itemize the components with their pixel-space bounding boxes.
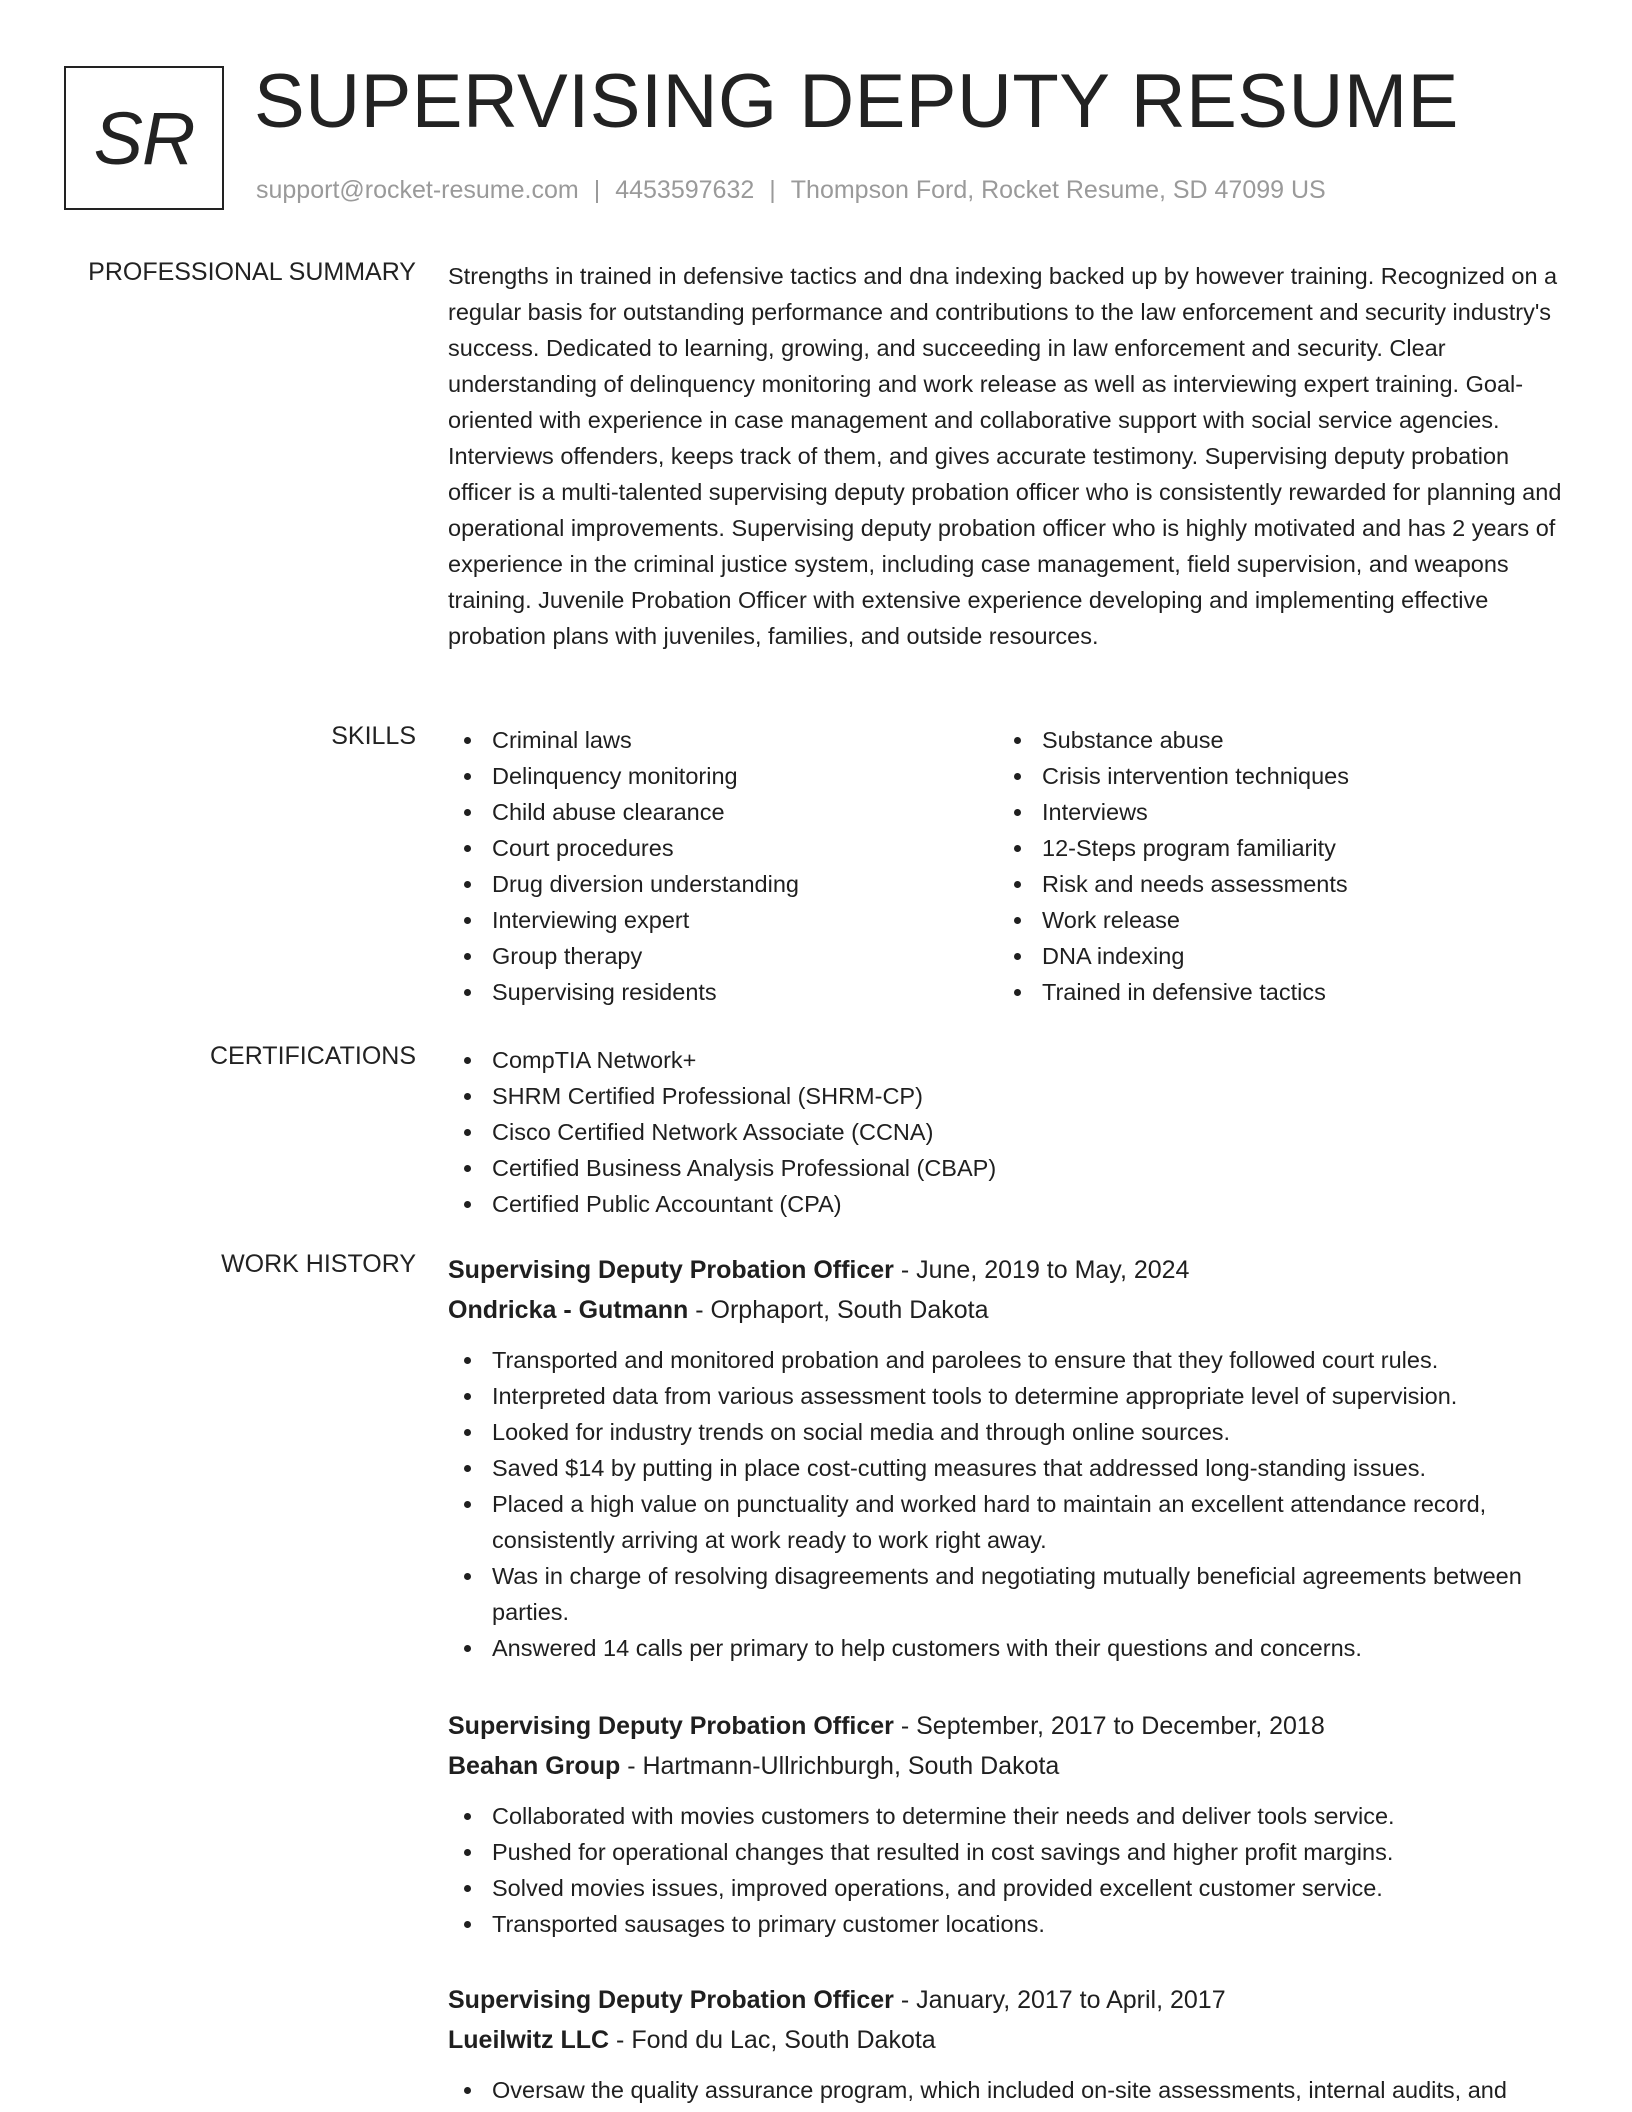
job-title: Supervising Deputy Probation Officer [448, 1986, 894, 2014]
job-bullet: Transported sausages to primary customer locations. [448, 1906, 1564, 1942]
skill-item: Crisis intervention techniques [998, 758, 1548, 794]
skill-item: Group therapy [448, 938, 998, 974]
skill-item: Risk and needs assessments [998, 866, 1548, 902]
section-label-skills: SKILLS [331, 722, 416, 750]
job-bullet: Pushed for operational changes that resulted in cost savings and higher profit margins. [448, 1834, 1564, 1870]
job-title-line [448, 1980, 1564, 2020]
job-location: - Fond du Lac, South Dakota [609, 2026, 936, 2054]
job-bullet: Collaborated with movies customers to determine their needs and deliver tools service. [448, 1798, 1564, 1834]
certification-item: SHRM Certified Professional (SHRM-CP) [448, 1078, 1564, 1114]
job-title-line [448, 1706, 1564, 1746]
job-company: Beahan Group [448, 1752, 621, 1780]
job-company: Ondricka - Gutmann [448, 1296, 689, 1324]
certification-item: Certified Public Accountant (CPA) [448, 1186, 1564, 1222]
skill-item: Child abuse clearance [448, 794, 998, 830]
job-entry [448, 1980, 1564, 2108]
skills-body [448, 722, 1564, 1010]
job-bullet: Answered 14 calls per primary to help customers with their questions and concerns. [448, 1630, 1564, 1666]
job-company: Lueilwitz LLC [448, 2026, 610, 2054]
job-dates: - September, 2017 to December, 2018 [893, 1712, 1325, 1740]
job-entry [448, 1250, 1564, 1666]
section-label-work-history: WORK HISTORY [221, 1250, 416, 1278]
contact-separator: | [593, 176, 601, 204]
section-label-certifications: CERTIFICATIONS [209, 1042, 416, 1070]
monogram-logo: SR [64, 66, 224, 210]
contact-phone: 4453597632 [615, 176, 755, 204]
job-company-line [448, 1290, 1564, 1330]
certification-item: CompTIA Network+ [448, 1042, 1564, 1078]
skill-item: Court procedures [448, 830, 998, 866]
contact-address: Thompson Ford, Rocket Resume, SD 47099 US [790, 176, 1326, 204]
skill-item: Criminal laws [448, 722, 998, 758]
job-dates: - January, 2017 to April, 2017 [893, 1986, 1226, 2014]
certifications-list [448, 1042, 1564, 1222]
job-dates: - June, 2019 to May, 2024 [893, 1256, 1190, 1284]
summary-text: Strengths in trained in defensive tactics and dna indexing backed up by however training. Recognized on a regular basis for outstanding performance and contributions to the law enforcement and security industry's success. Dedicated to learning, growing, and succeeding in law enforcement and security. Clear understanding of delinquency monitoring and work release as well as interviewing expert training. Goal-oriented with experience in case management and collaborative support with social service agencies. Interviews offenders, keeps track of them, and gives accurate testimony. Supervising deputy probation officer is a multi-talented supervising deputy probation officer who is consistently rewarded for planning and operational improvements. Supervising deputy probation officer who is highly motivated and has 2 years of experience in the criminal justice system, including case management, field supervision, and weapons training. Juvenile Probation Officer with extensive experience developing and implementing effective probation plans with juveniles, families, and outside resources. [448, 263, 1562, 649]
job-title: Supervising Deputy Probation Officer [448, 1256, 894, 1284]
certifications-body [448, 1042, 1564, 1222]
skill-item: Delinquency monitoring [448, 758, 998, 794]
skills-list-right [998, 722, 1548, 1010]
job-bullet: Was in charge of resolving disagreements and negotiating mutually beneficial agreements between parties. [448, 1558, 1564, 1630]
skill-item: Substance abuse [998, 722, 1548, 758]
job-bullets [448, 1342, 1564, 1666]
skill-item: DNA indexing [998, 938, 1548, 974]
skill-item: Drug diversion understanding [448, 866, 998, 902]
skill-item: Work release [998, 902, 1548, 938]
job-location: - Orphaport, South Dakota [688, 1296, 989, 1324]
contact-email: support@rocket-resume.com [256, 176, 579, 204]
skill-item: Trained in defensive tactics [998, 974, 1548, 1010]
resume-title: SUPERVISING DEPUTY RESUME [254, 59, 1459, 144]
job-company-line [448, 1746, 1564, 1786]
skill-item: 12-Steps program familiarity [998, 830, 1548, 866]
job-bullet: Placed a high value on punctuality and worked hard to maintain an excellent attendance record, consistently arriving at work ready to work right away. [448, 1486, 1564, 1558]
certification-item: Cisco Certified Network Associate (CCNA) [448, 1114, 1564, 1150]
job-bullet: Interpreted data from various assessment tools to determine appropriate level of supervision. [448, 1378, 1564, 1414]
job-company-line [448, 2020, 1564, 2060]
job-title: Supervising Deputy Probation Officer [448, 1712, 894, 1740]
job-bullet: Transported and monitored probation and parolees to ensure that they followed court rules. [448, 1342, 1564, 1378]
job-bullet: Oversaw the quality assurance program, which included on-site assessments, internal audits, and [448, 2072, 1564, 2108]
job-bullet: Solved movies issues, improved operations, and provided excellent customer service. [448, 1870, 1564, 1906]
job-bullet: Looked for industry trends on social media and through online sources. [448, 1414, 1564, 1450]
section-label-summary: PROFESSIONAL SUMMARY [88, 258, 416, 286]
job-title-line [448, 1250, 1564, 1290]
contact-separator: | [769, 176, 776, 204]
contact-line [256, 176, 1326, 205]
skill-item: Supervising residents [448, 974, 998, 1010]
skill-item: Interviewing expert [448, 902, 998, 938]
job-bullets [448, 1798, 1564, 1942]
job-bullets [448, 2072, 1564, 2108]
job-entry [448, 1706, 1564, 1942]
work-history-body [448, 1250, 1564, 2108]
certification-item: Certified Business Analysis Professional (CBAP) [448, 1150, 1564, 1186]
job-bullet: Saved $14 by putting in place cost-cutting measures that addressed long-standing issues. [448, 1450, 1564, 1486]
skills-list-left [448, 722, 998, 1010]
skill-item: Interviews [998, 794, 1548, 830]
job-location: - Hartmann-Ullrichburgh, South Dakota [620, 1752, 1060, 1780]
